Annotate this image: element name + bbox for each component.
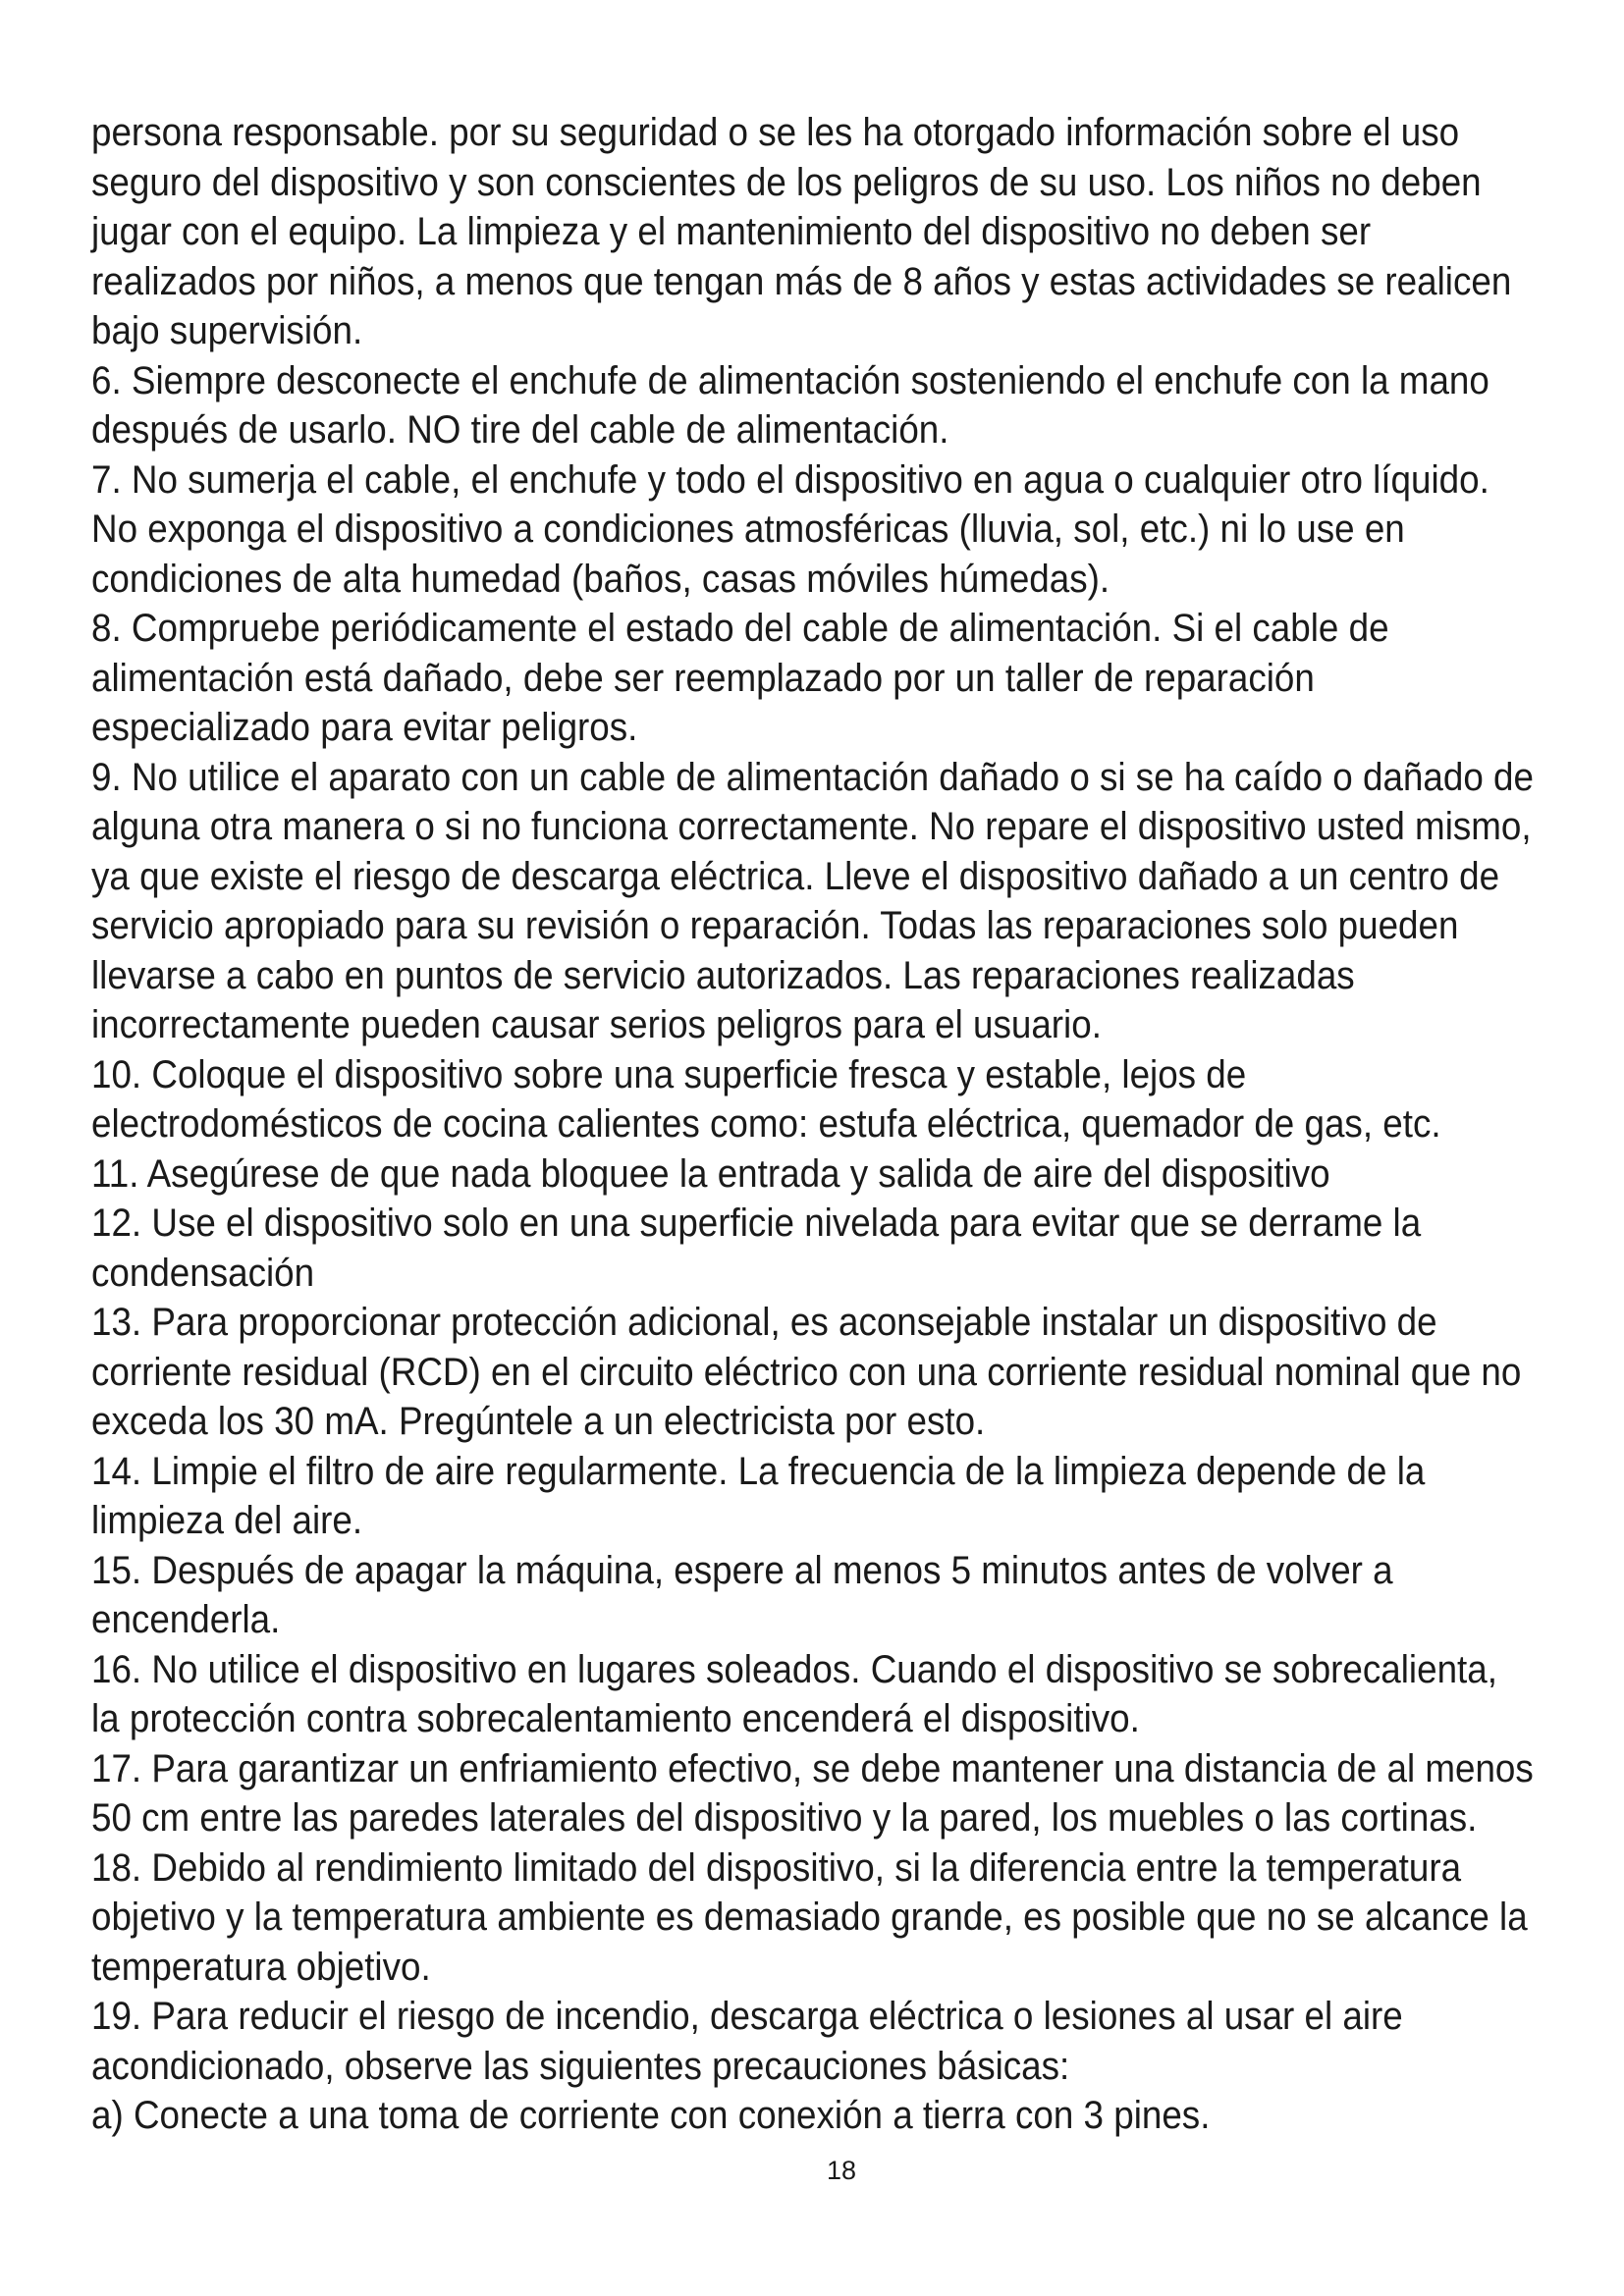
paragraph-item-12: 12. Use el dispositivo solo en una superficie nivelada para evitar que se derrame la condensación xyxy=(91,1201,1422,1295)
page-number: 18 xyxy=(826,2156,857,2185)
document-body xyxy=(91,108,1535,2141)
paragraph-item-7: 7. No sumerja el cable, el enchufe y todo el dispositivo en agua o cualquier otro líquido. No exponga el dispositivo a condiciones atmosféricas (lluvia, sol, etc.) ni lo use en condiciones de alta humedad (baños, casas móviles húmedas). xyxy=(91,457,1489,601)
paragraph-item-17: 17. Para garantizar un enfriamiento efectivo, se debe mantener una distancia de al menos 50 cm entre las paredes laterales del dispositivo y la pared, los muebles o las cortinas. xyxy=(91,1746,1534,1840)
paragraph-item-18: 18. Debido al rendimiento limitado del dispositivo, si la diferencia entre la temperatura objetivo y la temperatura ambiente es demasiado grande, es posible que no se alcance la temperatura objetivo. xyxy=(91,1845,1528,1989)
paragraph-item-10: 10. Coloque el dispositivo sobre una superficie fresca y estable, lejos de electrodomésticos de cocina calientes como: estufa eléctrica, quemador de gas, etc. xyxy=(91,1052,1441,1146)
paragraph-item-13: 13. Para proporcionar protección adicional, es aconsejable instalar un dispositivo de corriente residual (RCD) en el circuito eléctrico con una corriente residual nominal que no exceda los 30 mA. Pregúntele a un electricista por esto. xyxy=(91,1301,1522,1443)
paragraph-item-19a: a) Conecte a una toma de corriente con conexión a tierra con 3 pines. xyxy=(91,2094,1211,2137)
paragraph-item-19: 19. Para reducir el riesgo de incendio, descarga eléctrica o lesiones al usar el aire acondicionado, observe las siguientes precauciones básicas: xyxy=(91,1995,1403,2088)
paragraph-item-9: 9. No utilice el aparato con un cable de alimentación dañado o si se ha caído o dañado de alguna otra manera o si no funciona correctamente. No repare el dispositivo usted mismo, ya que existe el riesgo de descarga eléctrica. Lleve el dispositivo dañado a un centro de servicio apropiado para su revisión o reparación. Todas las reparaciones solo pueden llevarse a cabo en puntos de servicio autorizados. Las reparaciones realizadas incorrectamente pueden causar serios peligros para el usuario. xyxy=(91,755,1534,1046)
paragraph-item-8: 8. Compruebe periódicamente el estado del cable de alimentación. Si el cable de alimentación está dañado, debe ser reemplazado por un taller de reparación especializado para evitar peligros. xyxy=(91,607,1389,749)
paragraph-intro-continuation: persona responsable. por su seguridad o se les ha otorgado información sobre el uso seguro del dispositivo y son conscientes de los peligros de su uso. Los niños no deben jugar con el equipo. La limpieza y el mantenimiento del dispositivo no deben ser realizados por niños, a menos que tengan más de 8 años y estas actividades se realicen bajo supervisión. xyxy=(91,111,1512,352)
paragraph-item-16: 16. No utilice el dispositivo en lugares soleados. Cuando el dispositivo se sobrecalienta, la protección contra sobrecalentamiento encenderá el dispositivo. xyxy=(91,1647,1497,1740)
paragraph-item-15: 15. Después de apagar la máquina, espere al menos 5 minutos antes de volver a encenderla. xyxy=(91,1548,1393,1641)
paragraph-item-14: 14. Limpie el filtro de aire regularmente. La frecuencia de la limpieza depende de la limpieza del aire. xyxy=(91,1449,1426,1542)
paragraph-item-6: 6. Siempre desconecte el enchufe de alimentación sosteniendo el enchufe con la mano después de usarlo. NO tire del cable de alimentación. xyxy=(91,358,1489,452)
paragraph-item-11: 11. Asegúrese de que nada bloquee la entrada y salida de aire del dispositivo xyxy=(91,1151,1330,1196)
